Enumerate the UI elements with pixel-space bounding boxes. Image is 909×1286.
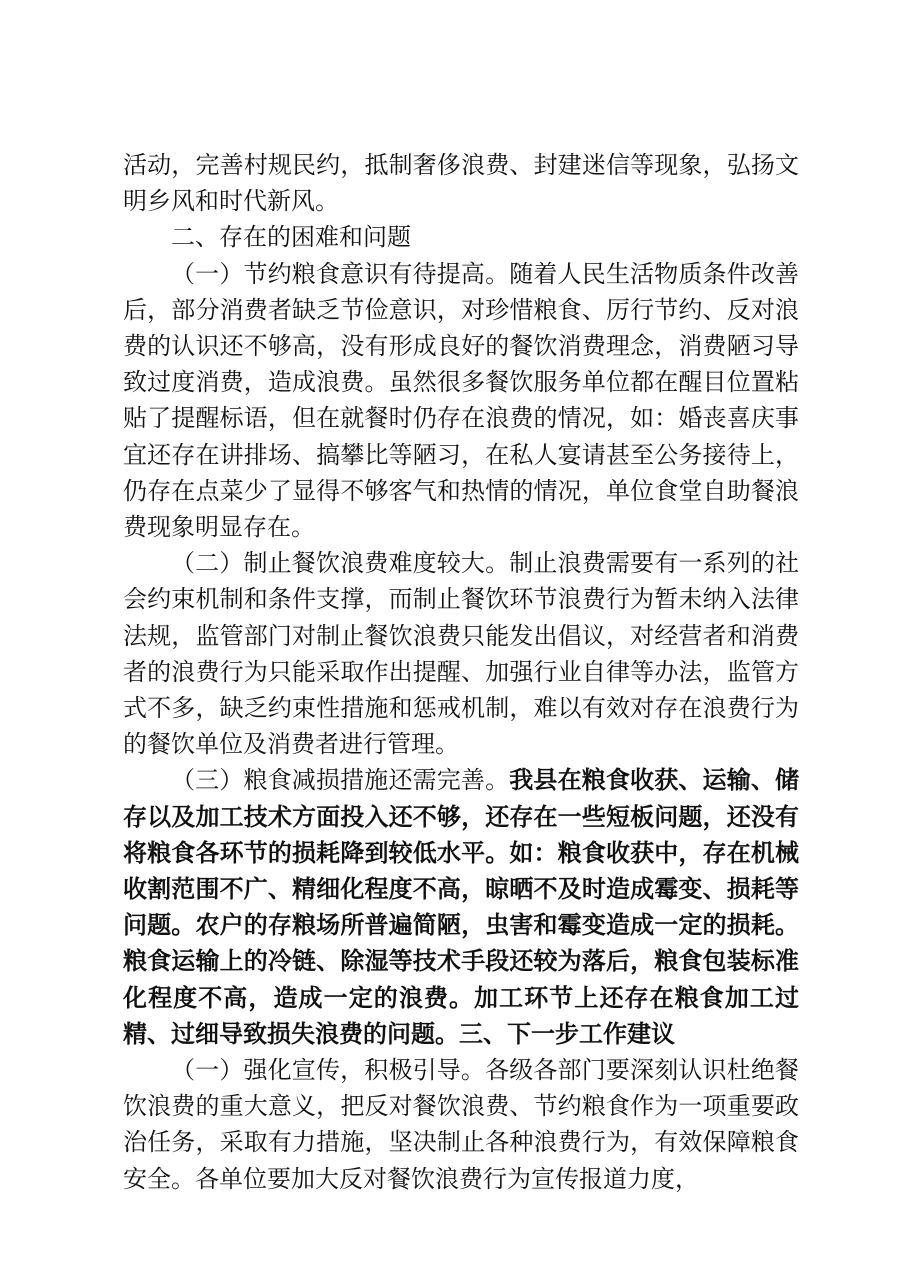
paragraph-issue-3-body: 我县在粮食收获、运输、储存以及加工技术方面投入还不够，还存在一些短板问题，还没有将粮食各环节的损耗降到较低水平。如：粮食收获中，存在机械收割范围不广、精细化程度不高，晾晒不及时造成霉变、损耗等问题。农户的存粮场所普遍简陋，虫害和霉变造成一定的损耗。粮食运输上的冷链、除湿等技术手段还较为落后，粮食包装标准化程度不高，造成一定的浪费。加工环节上还存在粮食加工过精、过细导致损失浪费的问题。三、下一步工作建议	[123, 766, 800, 1048]
paragraph-issue-3-lead: （三）粮食减损措施还需完善。	[171, 766, 510, 795]
section-heading-problems: 二、存在的困难和问题	[171, 223, 411, 252]
paragraph-next-step-1: （一）强化宣传，积极引导。各级各部门要深刻认识杜绝餐饮浪费的重大意义，把反对餐饮浪费、节约粮食作为一项重要政治任务，采取有力措施，坚决制止各种浪费行为，有效保障粮食安全。各单位要加大反对餐饮浪费行为宣传报道力度，	[123, 1056, 799, 1193]
paragraph-issue-2: （二）制止餐饮浪费难度较大。制止浪费需要有一系列的社会约束机制和条件支撑，而制止餐饮环节浪费行为暂未纳入法律法规，监管部门对制止餐饮浪费只能发出倡议，对经营者和消费者的浪费行为只能采取作出提醒、加强行业自律等办法，监管方式不多，缺乏约束性措施和惩戒机制，难以有效对存在浪费行为的餐饮单位及消费者进行管理。	[123, 549, 799, 759]
paragraph-issue-1: （一）节约粮食意识有待提高。随着人民生活物质条件改善后，部分消费者缺乏节俭意识，对珍惜粮食、厉行节约、反对浪费的认识还不够高，没有形成良好的餐饮消费理念，消费陋习导致过度消费，造成浪费。虽然很多餐饮服务单位都在醒目位置粘贴了提醒标语，但在就餐时仍存在浪费的情况，如：婚丧喜庆事宜还存在讲排场、搞攀比等陋习，在私人宴请甚至公务接待上，仍存在点菜少了显得不够客气和热情的情况，单位食堂自助餐浪费现象明显存在。	[123, 259, 799, 542]
document-body	[123, 147, 799, 1197]
paragraph-intro: 活动，完善村规民约，抵制奢侈浪费、封建迷信等现象，弘扬文明乡风和时代新风。	[123, 151, 799, 216]
paragraph-issue-3	[123, 762, 799, 1052]
